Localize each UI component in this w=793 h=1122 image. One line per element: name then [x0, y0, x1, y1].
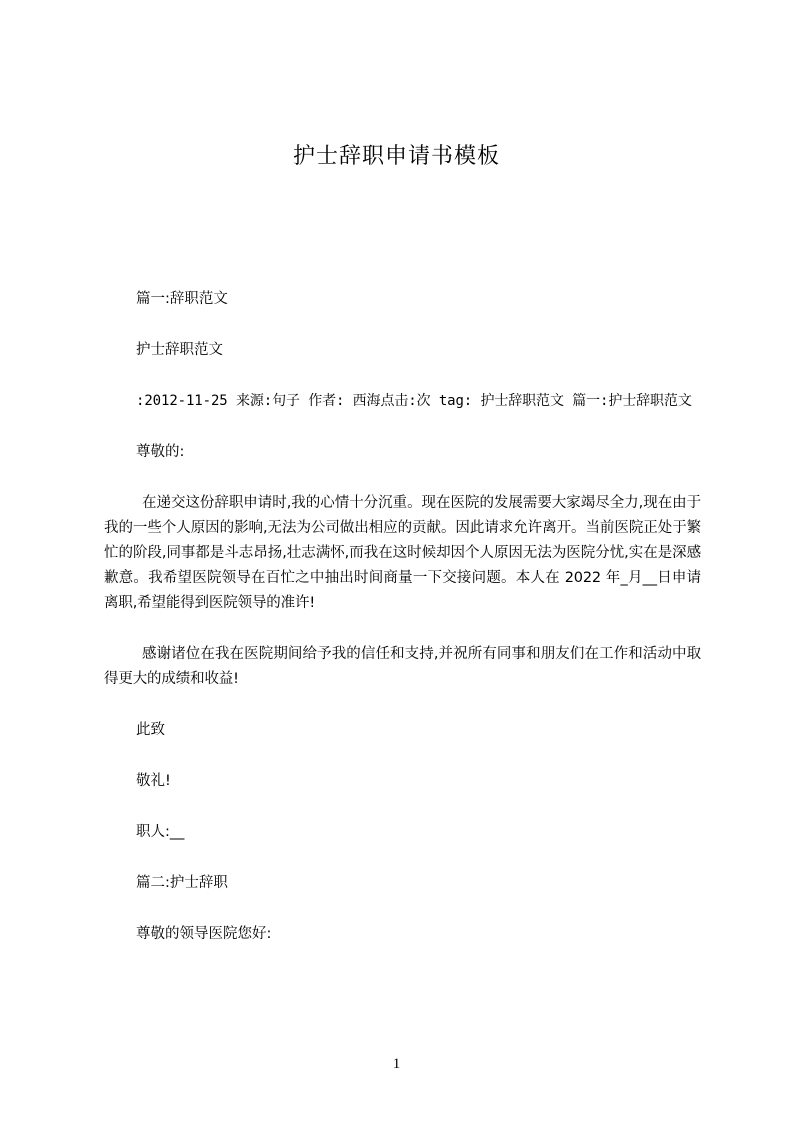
article-meta-line: :2012-11-25 来源:句子 作者: 西海点击:次 tag: 护士辞职范文 篇一:护士辞职范文: [136, 393, 692, 409]
body-paragraph-2: 感谢诸位在我在医院期间给予我的信任和支持,并祝所有同事和朋友们在工作和活动中取得更大的成绩和收益!: [104, 646, 701, 687]
closing-line-2: 敬礼!: [136, 773, 171, 789]
body-paragraph-1: 在递交这份辞职申请时,我的心情十分沉重。现在医院的发展需要大家竭尽全力,现在由于我的一些个人原因的影响,无法为公司做出相应的贡献。因此请求允许离开。当前医院正处于繁忙的阶段,同事都是斗志昂扬,壮志满怀,而我在这时候却因个人原因无法为医院分忧,实在是深感歉意。我希望医院领导在百忙之中抽出时间商量一下交接问题。本人在 2022 年_月__日申请离职,希望能得到医院领导的准许!: [104, 495, 701, 611]
document-body: [104, 287, 701, 947]
page-number: 1: [392, 1056, 401, 1072]
salutation-1: 尊敬的:: [136, 444, 185, 460]
signature-line: 职人:__: [136, 824, 185, 840]
document-subtitle: 护士辞职范文: [136, 342, 223, 358]
closing-line-1: 此致: [136, 722, 165, 738]
salutation-2: 尊敬的领导医院您好:: [136, 926, 272, 942]
document-title: 护士辞职申请书模板: [292, 144, 500, 169]
section-heading-1: 篇一:辞职范文: [136, 291, 228, 307]
section-heading-2: 篇二:护士辞职: [136, 875, 228, 891]
